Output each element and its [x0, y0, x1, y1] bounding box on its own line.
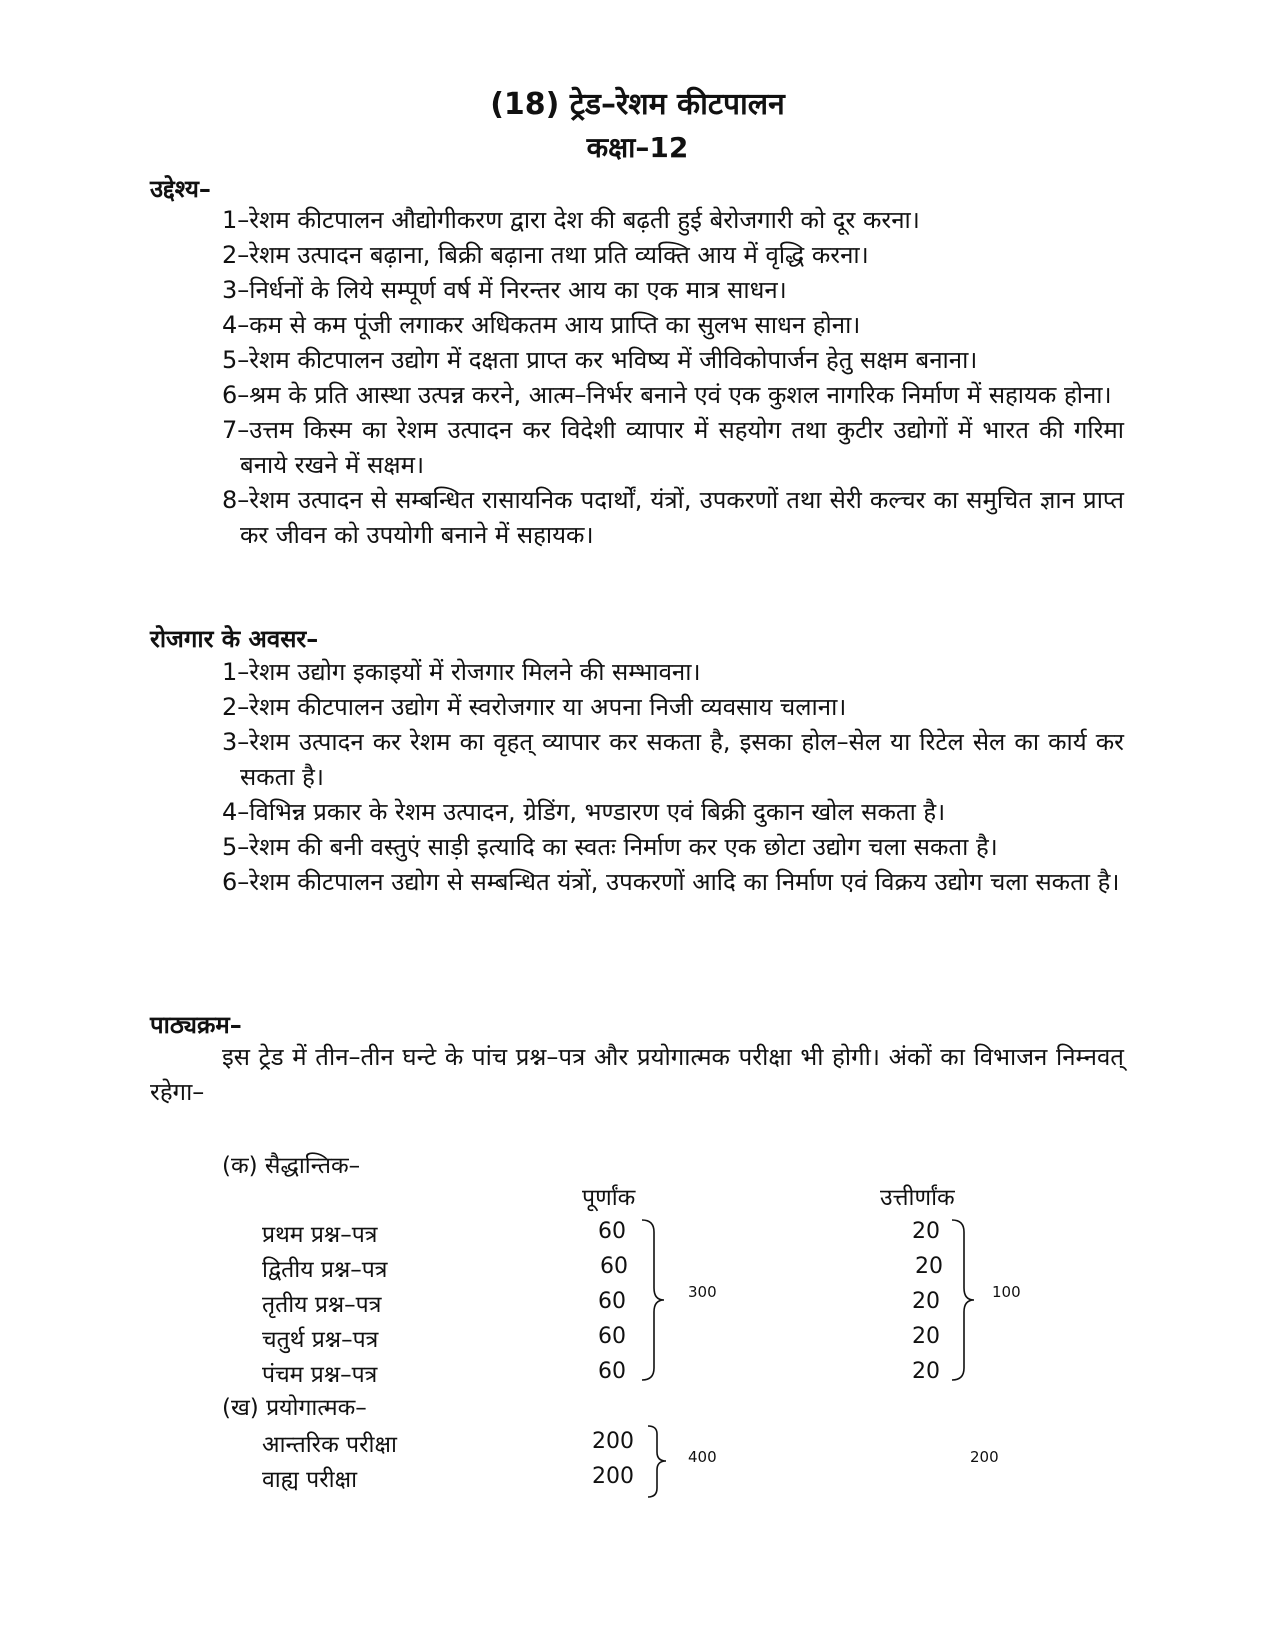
syllabus-heading: पाठ्यक्रम–	[150, 1011, 242, 1039]
full-marks-value: 60	[598, 1359, 626, 1384]
theory-full-brace	[640, 1218, 666, 1382]
paper-name: तृतीय प्रश्न–पत्र	[262, 1292, 382, 1318]
practical-total-full: 400	[688, 1448, 717, 1466]
full-marks-value: 200	[592, 1429, 634, 1454]
paper-name: चतुर्थ प्रश्न–पत्र	[262, 1327, 379, 1353]
full-marks-value: 60	[598, 1324, 626, 1349]
employment-list	[222, 655, 1124, 900]
full-marks-value: 60	[600, 1254, 628, 1279]
objectives-list	[222, 203, 1124, 553]
pass-marks-header: उत्तीर्णांक	[880, 1185, 955, 1211]
practical-label: (ख) प्रयोगात्मक–	[222, 1395, 367, 1421]
full-marks-value: 60	[598, 1289, 626, 1314]
theory-total-pass: 100	[992, 1283, 1021, 1301]
list-item: 3–रेशम उत्पादन कर रेशम का वृहत् व्यापार कर सकता है, इसका होल–सेल या रिटेल सेल का कार्य कर सकता है।	[222, 728, 1124, 791]
exam-name: वाह्य परीक्षा	[262, 1467, 358, 1493]
syllabus-paragraph: इस ट्रेड में तीन–तीन घन्टे के पांच प्रश्न–पत्र और प्रयोगात्मक परीक्षा भी होगी। अंकों का विभाजन निम्नवत् रहेगा–	[150, 1043, 1124, 1106]
pass-marks-value: 20	[915, 1254, 943, 1279]
list-item: 1–रेशम उद्योग इकाइयों में रोजगार मिलने की सम्भावना।	[222, 658, 701, 686]
theory-pass-brace	[950, 1218, 976, 1382]
practical-full-brace	[646, 1424, 668, 1500]
pass-marks-value: 20	[912, 1219, 940, 1244]
list-item: 6–रेशम कीटपालन उद्योग से सम्बन्धित यंत्रों, उपकरणों आदि का निर्माण एवं विक्रय उद्योग चला सकता है।	[222, 868, 1120, 896]
exam-name: आन्तरिक परीक्षा	[262, 1432, 397, 1458]
list-item: 2–रेशम उत्पादन बढ़ाना, बिक्री बढ़ाना तथा प्रति व्यक्ति आय में वृद्धि करना।	[222, 241, 869, 269]
paper-name: प्रथम प्रश्न–पत्र	[262, 1222, 378, 1248]
employment-heading: रोजगार के अवसर–	[150, 625, 319, 653]
list-item: 5–रेशम की बनी वस्तुएं साड़ी इत्यादि का स्वतः निर्माण कर एक छोटा उद्योग चला सकता है।	[222, 833, 998, 861]
list-item: 4–विभिन्न प्रकार के रेशम उत्पादन, ग्रेडिंग, भण्डारण एवं बिक्री दुकान खोल सकता है।	[222, 798, 946, 826]
full-marks-value: 200	[592, 1464, 634, 1489]
list-item: 5–रेशम कीटपालन उद्योग में दक्षता प्राप्त कर भविष्य में जीविकोपार्जन हेतु सक्षम बनाना।	[222, 346, 978, 374]
class-label: कक्षा–12	[586, 131, 689, 164]
page-title: (18) ट्रेड–रेशम कीटपालन	[490, 87, 785, 122]
theory-label: (क) सैद्धान्तिक–	[222, 1153, 361, 1179]
full-marks-header: पूर्णांक	[582, 1185, 636, 1211]
list-item: 4–कम से कम पूंजी लगाकर अधिकतम आय प्राप्ति का सुलभ साधन होना।	[222, 311, 861, 339]
pass-marks-value: 20	[912, 1324, 940, 1349]
practical-total-pass: 200	[970, 1448, 999, 1466]
pass-marks-value: 20	[912, 1359, 940, 1384]
paper-name: पंचम प्रश्न–पत्र	[262, 1362, 378, 1388]
list-item: 8–रेशम उत्पादन से सम्बन्धित रासायनिक पदार्थों, यंत्रों, उपकरणों तथा सेरी कल्चर का समुचित ज्ञान प्राप्त कर जीवन को उपयोगी बनाने में सहायक।	[222, 486, 1124, 549]
list-item: 3–निर्धनों के लिये सम्पूर्ण वर्ष में निरन्तर आय का एक मात्र साधन।	[222, 276, 787, 304]
list-item: 2–रेशम कीटपालन उद्योग में स्वरोजगार या अपना निजी व्यवसाय चलाना।	[222, 693, 847, 721]
paper-name: द्वितीय प्रश्न–पत्र	[262, 1257, 388, 1283]
objectives-heading: उद्देश्य–	[150, 175, 211, 203]
full-marks-value: 60	[598, 1219, 626, 1244]
pass-marks-value: 20	[912, 1289, 940, 1314]
theory-total-full: 300	[688, 1283, 717, 1301]
list-item: 7–उत्तम किस्म का रेशम उत्पादन कर विदेशी व्यापार में सहयोग तथा कुटीर उद्योगों में भारत की गरिमा बनाये रखने में सक्षम।	[222, 416, 1124, 479]
list-item: 1–रेशम कीटपालन औद्योगीकरण द्वारा देश की बढ़ती हुई बेरोजगारी को दूर करना।	[222, 206, 920, 234]
list-item: 6–श्रम के प्रति आस्था उत्पन्न करने, आत्म–निर्भर बनाने एवं एक कुशल नागरिक निर्माण में सहायक होना।	[222, 381, 1112, 409]
